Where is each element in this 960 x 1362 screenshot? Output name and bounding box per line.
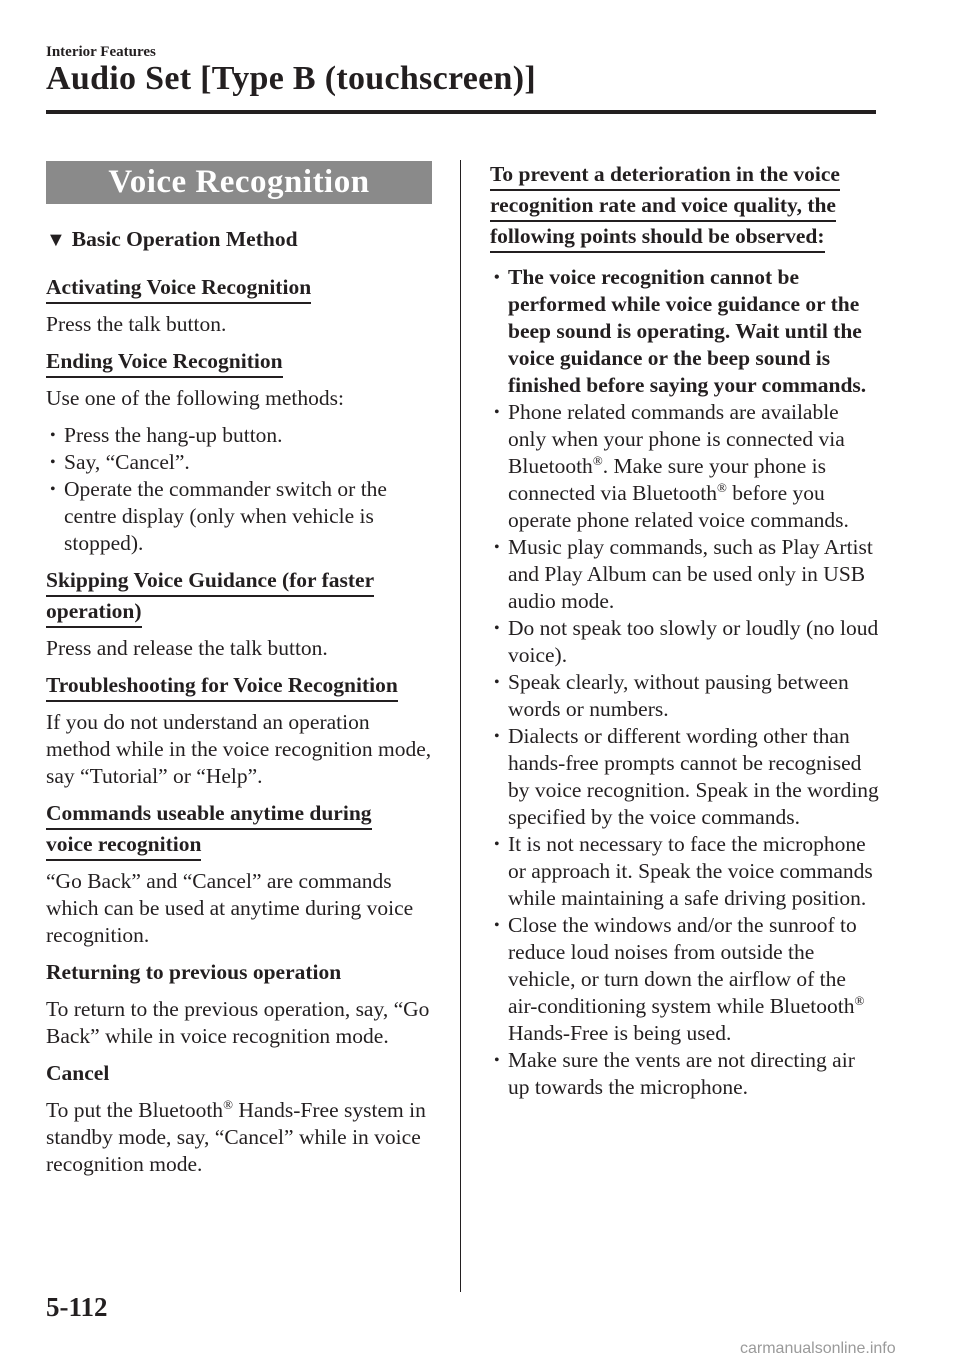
registered-mark: ® <box>223 1097 233 1112</box>
list-item <box>46 476 432 557</box>
commands-heading-line2: voice recognition <box>46 832 201 861</box>
bullet-icon: • <box>494 728 500 745</box>
list-item-text: before you operate phone related voice commands. <box>508 481 849 532</box>
list-item <box>490 399 880 534</box>
list-item-text: Dialects or different wording other than hands-free prompts cannot be recognised by voice recognition. Speak in the wording specified by the voice commands. <box>508 724 879 829</box>
ending-methods-list <box>46 422 432 557</box>
bullet-icon: • <box>50 454 56 471</box>
list-item <box>490 912 880 1047</box>
bullet-icon: • <box>494 917 500 934</box>
list-item-text: It is not necessary to face the microphone or approach it. Speak the voice commands while maintaining a safe driving position. <box>508 832 873 910</box>
registered-mark: ® <box>592 453 603 468</box>
prevent-heading-line2: recognition rate and voice quality, the <box>490 193 836 222</box>
watermark: carmanualsonline.info <box>740 1340 896 1357</box>
list-item <box>490 534 880 615</box>
list-item-text: Speak clearly, without pausing between words or numbers. <box>508 670 849 721</box>
list-item-text: The voice recognition cannot be performed while voice guidance or the beep sound is operating. Wait until the voice guidance or the beep sound is finished before saying your commands. <box>508 265 867 397</box>
list-item <box>490 615 880 669</box>
skipping-heading-line1: Skipping Voice Guidance (for faster <box>46 568 374 597</box>
list-item <box>490 831 880 912</box>
bullet-icon: • <box>494 404 500 421</box>
commands-heading-cont <box>46 831 432 858</box>
list-item-text: Phone related commands are available only when your phone is connected via Bluetooth <box>508 400 845 478</box>
troubleshooting-text: If you do not understand an operation method while in the voice recognition mode, say “Tutorial” or “Help”. <box>46 710 432 788</box>
guidelines-list <box>490 264 880 1101</box>
prevent-heading <box>490 161 880 188</box>
page-title: Audio Set [Type B (touchscreen)] <box>46 60 536 97</box>
left-column <box>46 161 432 1188</box>
troubleshooting-heading-text: Troubleshooting for Voice Recognition <box>46 673 398 702</box>
chapter-label: Interior Features <box>46 44 156 60</box>
ending-heading-text: Ending Voice Recognition <box>46 349 283 378</box>
activating-heading <box>46 274 432 301</box>
cancel-text-part: To put the Bluetooth <box>46 1098 224 1122</box>
registered-mark: ® <box>854 993 865 1008</box>
returning-heading: Returning to previous operation <box>46 960 342 984</box>
list-item-text: Do not speak too slowly or loudly (no loud voice). <box>508 616 879 667</box>
cancel-heading: Cancel <box>46 1061 110 1085</box>
activating-heading-text: Activating Voice Recognition <box>46 275 311 304</box>
cancel-text-part: Hands-Free system in standby mode, say, “Cancel” while in voice recognition mode. <box>46 1098 426 1176</box>
list-item <box>490 1047 880 1101</box>
section-heading-text: Basic Operation Method <box>71 227 298 251</box>
skipping-heading-line2: operation) <box>46 599 142 628</box>
bullet-icon: • <box>494 539 500 556</box>
activating-text: Press the talk button. <box>46 312 227 336</box>
prevent-heading-line1: To prevent a deterioration in the voice <box>490 162 840 191</box>
skipping-heading <box>46 567 432 594</box>
list-item-text: Hands-Free is being used. <box>508 1021 732 1045</box>
list-item-text: Say, “Cancel”. <box>64 450 190 474</box>
list-item <box>490 264 880 399</box>
list-item <box>46 449 432 476</box>
bullet-icon: • <box>494 620 500 637</box>
list-item-text: Press the hang-up button. <box>64 423 283 447</box>
list-item <box>490 723 880 831</box>
commands-text: “Go Back” and “Cancel” are commands which can be used at anytime during voice recognition. <box>46 869 414 947</box>
prevent-heading-cont <box>490 223 880 250</box>
list-item-text: Close the windows and/or the sunroof to reduce loud noises from outside the vehicle, or turn down the airflow of the air-conditioning system while Bluetooth <box>508 913 857 1018</box>
section-heading <box>46 226 432 254</box>
skipping-text: Press and release the talk button. <box>46 636 328 660</box>
bullet-icon: • <box>50 481 56 498</box>
column-divider <box>460 160 461 1292</box>
right-column <box>490 161 880 1111</box>
bullet-icon: • <box>50 427 56 444</box>
registered-mark: ® <box>716 480 727 495</box>
commands-heading-line1: Commands useable anytime during <box>46 801 372 830</box>
ending-text: Use one of the following methods: <box>46 386 344 410</box>
bullet-icon: • <box>494 836 500 853</box>
voice-recognition-banner: Voice Recognition <box>46 161 432 204</box>
prevent-heading-cont <box>490 192 880 219</box>
bullet-icon: • <box>494 674 500 691</box>
page-number: 5-112 <box>46 1292 108 1322</box>
troubleshooting-heading <box>46 672 432 699</box>
prevent-heading-line3: following points should be observed: <box>490 224 825 253</box>
skipping-heading-cont <box>46 598 432 625</box>
ending-heading <box>46 348 432 375</box>
triangle-icon: ▼ <box>46 229 66 251</box>
list-item-text: Music play commands, such as Play Artist and Play Album can be used only in USB audio mode. <box>508 535 873 613</box>
header-rule <box>46 110 876 114</box>
list-item-text: Operate the commander switch or the centre display (only when vehicle is stopped). <box>64 477 387 555</box>
commands-heading <box>46 800 432 827</box>
list-item-text: Make sure the vents are not directing air up towards the microphone. <box>508 1048 855 1099</box>
list-item <box>490 669 880 723</box>
list-item-text: . Make sure your phone is connected via Bluetooth <box>508 454 827 505</box>
returning-text: To return to the previous operation, say, “Go Back” while in voice recognition mode. <box>46 997 430 1048</box>
cancel-text <box>46 1097 432 1178</box>
list-item <box>46 422 432 449</box>
bullet-icon: • <box>494 1052 500 1069</box>
bullet-icon: • <box>494 269 500 286</box>
